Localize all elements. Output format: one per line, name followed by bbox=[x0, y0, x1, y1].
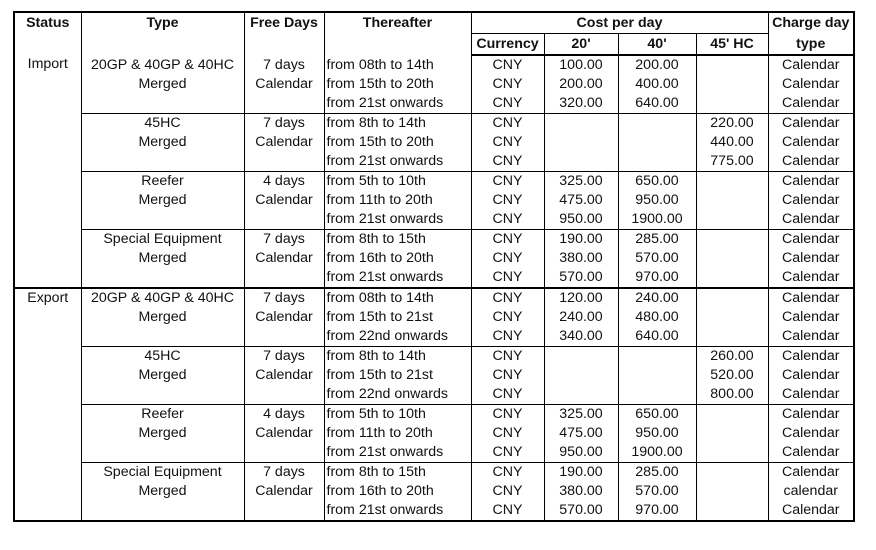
type-cell: Special Equipment bbox=[81, 463, 244, 483]
rate-40-cell: 950.00 bbox=[618, 424, 696, 443]
charge-day-type-cell: Calendar bbox=[781, 386, 840, 402]
thereafter-cell: from 16th to 20th bbox=[324, 249, 471, 268]
free-days-cell: 7 days bbox=[244, 347, 324, 367]
charge-day-type-cell: Calendar bbox=[768, 172, 854, 192]
rate-table-container bbox=[13, 11, 855, 522]
table-row bbox=[14, 114, 854, 134]
thereafter-cell: from 15th to 21st bbox=[324, 308, 471, 327]
table-row bbox=[14, 501, 854, 521]
table-row bbox=[14, 191, 854, 210]
table-row bbox=[14, 288, 854, 308]
table-row bbox=[14, 366, 854, 385]
table-body bbox=[14, 55, 854, 521]
charge-day-type-cell: Calendar bbox=[781, 250, 840, 266]
currency-cell: CNY bbox=[471, 424, 544, 443]
currency-cell: CNY bbox=[471, 482, 544, 501]
rate-45hc-cell: 440.00 bbox=[696, 133, 768, 152]
thereafter-cell: from 8th to 15th bbox=[324, 463, 471, 483]
rate-40-cell bbox=[618, 347, 696, 367]
free-days-cell: Calendar bbox=[244, 133, 324, 152]
charge-day-type-header: type bbox=[768, 34, 854, 56]
thereafter-cell: from 15th to 21st bbox=[324, 366, 471, 385]
free-days-cell bbox=[244, 94, 324, 114]
currency-cell: CNY bbox=[471, 366, 544, 385]
currency-cell: CNY bbox=[471, 347, 544, 367]
type-cell bbox=[81, 152, 244, 172]
table-row bbox=[14, 172, 854, 192]
thereafter-cell: from 21st onwards bbox=[324, 152, 471, 172]
thereafter-header: Thereafter bbox=[324, 12, 471, 55]
currency-cell: CNY bbox=[471, 152, 544, 172]
thereafter-cell: from 5th to 10th bbox=[324, 405, 471, 425]
free-days-cell: Calendar bbox=[244, 482, 324, 501]
currency-cell: CNY bbox=[471, 501, 544, 521]
charge-day-type-cell: Calendar bbox=[781, 211, 840, 227]
rate-45hc-cell: 800.00 bbox=[696, 385, 768, 405]
table-row bbox=[14, 385, 854, 405]
rate-20-cell bbox=[544, 366, 618, 385]
rate-40-cell: 285.00 bbox=[618, 230, 696, 250]
currency-cell: CNY bbox=[471, 75, 544, 94]
rate-40-cell bbox=[618, 133, 696, 152]
rate-20-cell: 240.00 bbox=[544, 308, 618, 327]
table-row bbox=[14, 268, 854, 288]
rate-40-cell: 200.00 bbox=[618, 55, 696, 75]
type-cell: Reefer bbox=[81, 172, 244, 192]
charge-day-type-cell: Calendar bbox=[768, 114, 854, 134]
free-days-cell: Calendar bbox=[244, 191, 324, 210]
rate-40-cell bbox=[618, 152, 696, 172]
type-header: Type bbox=[81, 12, 244, 55]
free-days-cell: 7 days bbox=[244, 230, 324, 250]
status-header: Status bbox=[14, 12, 81, 55]
type-cell: Special Equipment bbox=[81, 230, 244, 250]
rate-20-cell: 570.00 bbox=[544, 268, 618, 288]
rate-40-cell: 240.00 bbox=[618, 288, 696, 308]
rate-45hc-cell bbox=[696, 424, 768, 443]
charge-day-type-cell: Calendar bbox=[768, 288, 854, 308]
currency-cell: CNY bbox=[471, 172, 544, 192]
charge-day-type-cell: Calendar bbox=[781, 76, 840, 92]
rate-40-cell: 970.00 bbox=[618, 268, 696, 288]
status-cell: Import bbox=[14, 55, 81, 288]
free-days-cell: Calendar bbox=[244, 75, 324, 94]
currency-cell: CNY bbox=[471, 114, 544, 134]
type-cell bbox=[81, 385, 244, 405]
free-days-cell: Calendar bbox=[244, 308, 324, 327]
rate-40-cell: 480.00 bbox=[618, 308, 696, 327]
thereafter-cell: from 11th to 20th bbox=[324, 424, 471, 443]
rate-40-cell bbox=[618, 366, 696, 385]
rate-45hc-cell: 260.00 bbox=[696, 347, 768, 367]
type-cell bbox=[81, 443, 244, 463]
thereafter-cell: from 21st onwards bbox=[324, 268, 471, 288]
rate-40-cell: 650.00 bbox=[618, 172, 696, 192]
free-days-cell: Calendar bbox=[244, 249, 324, 268]
thereafter-cell: from 8th to 14th bbox=[324, 114, 471, 134]
currency-cell: CNY bbox=[471, 191, 544, 210]
type-cell bbox=[81, 327, 244, 347]
rate-45hc-cell bbox=[696, 210, 768, 230]
rate-40-cell: 970.00 bbox=[618, 501, 696, 521]
table-row bbox=[14, 133, 854, 152]
col-20-header: 20' bbox=[544, 34, 618, 56]
thereafter-cell: from 22nd onwards bbox=[324, 385, 471, 405]
thereafter-cell: from 21st onwards bbox=[324, 501, 471, 521]
charge-day-type-cell: Calendar bbox=[781, 328, 840, 344]
cost-per-day-header: Cost per day bbox=[471, 12, 768, 34]
rate-45hc-cell bbox=[696, 230, 768, 250]
status-cell: Export bbox=[14, 288, 81, 521]
currency-cell: CNY bbox=[471, 308, 544, 327]
rate-45hc-cell bbox=[696, 75, 768, 94]
thereafter-cell: from 22nd onwards bbox=[324, 327, 471, 347]
charge-day-type-cell: Calendar bbox=[781, 444, 840, 460]
table-row bbox=[14, 424, 854, 443]
currency-cell: CNY bbox=[471, 463, 544, 483]
thereafter-cell: from 11th to 20th bbox=[324, 191, 471, 210]
rate-20-cell: 100.00 bbox=[544, 55, 618, 75]
type-cell: 20GP & 40GP & 40HC bbox=[81, 55, 244, 75]
table-row bbox=[14, 443, 854, 463]
thereafter-cell: from 08th to 14th bbox=[324, 55, 471, 75]
rate-40-cell: 570.00 bbox=[618, 482, 696, 501]
rate-20-cell bbox=[544, 385, 618, 405]
thereafter-cell: from 15th to 20th bbox=[324, 133, 471, 152]
table-row bbox=[14, 249, 854, 268]
currency-cell: CNY bbox=[471, 385, 544, 405]
rate-20-cell: 475.00 bbox=[544, 191, 618, 210]
charge-day-type-cell: Calendar bbox=[768, 405, 854, 425]
currency-cell: CNY bbox=[471, 55, 544, 75]
currency-cell: CNY bbox=[471, 249, 544, 268]
type-cell: Merged bbox=[81, 424, 244, 443]
table-row bbox=[14, 308, 854, 327]
currency-cell: CNY bbox=[471, 443, 544, 463]
type-cell: 20GP & 40GP & 40HC bbox=[81, 288, 244, 308]
currency-cell: CNY bbox=[471, 230, 544, 250]
rate-40-cell: 950.00 bbox=[618, 191, 696, 210]
col-40-header: 40' bbox=[618, 34, 696, 56]
rate-20-cell: 380.00 bbox=[544, 482, 618, 501]
free-days-cell bbox=[244, 501, 324, 521]
rate-20-cell: 325.00 bbox=[544, 172, 618, 192]
table-row bbox=[14, 463, 854, 483]
rate-45hc-cell bbox=[696, 249, 768, 268]
type-cell: 45HC bbox=[81, 347, 244, 367]
rate-45hc-cell bbox=[696, 501, 768, 521]
free-days-cell: 7 days bbox=[244, 288, 324, 308]
table-row bbox=[14, 347, 854, 367]
rate-45hc-cell bbox=[696, 94, 768, 114]
rate-20-cell: 950.00 bbox=[544, 210, 618, 230]
type-cell: Merged bbox=[81, 482, 244, 501]
table-row bbox=[14, 75, 854, 94]
free-days-cell: 4 days bbox=[244, 405, 324, 425]
charge-day-type-cell: calendar bbox=[783, 483, 838, 499]
table-row bbox=[14, 210, 854, 230]
type-cell: Merged bbox=[81, 366, 244, 385]
type-cell: Merged bbox=[81, 133, 244, 152]
currency-cell: CNY bbox=[471, 94, 544, 114]
charge-day-type-cell: Calendar bbox=[781, 95, 840, 111]
rate-20-cell: 120.00 bbox=[544, 288, 618, 308]
thereafter-cell: from 08th to 14th bbox=[324, 288, 471, 308]
rate-20-cell bbox=[544, 114, 618, 134]
table-row bbox=[14, 327, 854, 347]
rate-20-cell: 475.00 bbox=[544, 424, 618, 443]
free-days-cell: 7 days bbox=[244, 114, 324, 134]
table-row bbox=[14, 94, 854, 114]
rate-45hc-cell bbox=[696, 55, 768, 75]
charge-day-type-cell: Calendar bbox=[781, 192, 840, 208]
type-cell bbox=[81, 210, 244, 230]
thereafter-cell: from 8th to 15th bbox=[324, 230, 471, 250]
currency-cell: CNY bbox=[471, 405, 544, 425]
col-45hc-header: 45' HC bbox=[696, 34, 768, 56]
rate-20-cell bbox=[544, 152, 618, 172]
rate-20-cell: 320.00 bbox=[544, 94, 618, 114]
charge-day-type-cell: Calendar bbox=[781, 502, 840, 518]
rate-20-cell bbox=[544, 347, 618, 367]
currency-cell: CNY bbox=[471, 268, 544, 288]
rate-40-cell: 640.00 bbox=[618, 327, 696, 347]
rate-40-cell bbox=[618, 385, 696, 405]
free-days-cell: 7 days bbox=[244, 463, 324, 483]
rate-45hc-cell bbox=[696, 405, 768, 425]
charge-day-type-cell: Calendar bbox=[768, 463, 854, 483]
charge-day-type-cell: Calendar bbox=[781, 153, 840, 169]
table-row bbox=[14, 405, 854, 425]
demurrage-rate-table bbox=[13, 11, 855, 522]
rate-45hc-cell bbox=[696, 268, 768, 288]
rate-45hc-cell bbox=[696, 288, 768, 308]
rate-20-cell: 200.00 bbox=[544, 75, 618, 94]
currency-header: Currency bbox=[471, 34, 544, 56]
charge-day-type-cell: Calendar bbox=[781, 309, 840, 325]
rate-45hc-cell: 220.00 bbox=[696, 114, 768, 134]
rate-45hc-cell bbox=[696, 308, 768, 327]
thereafter-cell: from 15th to 20th bbox=[324, 75, 471, 94]
type-cell: Merged bbox=[81, 249, 244, 268]
free-days-cell bbox=[244, 327, 324, 347]
charge-day-header: Charge day bbox=[772, 15, 850, 32]
table-row bbox=[14, 152, 854, 172]
type-cell: Merged bbox=[81, 308, 244, 327]
currency-cell: CNY bbox=[471, 210, 544, 230]
thereafter-cell: from 21st onwards bbox=[324, 210, 471, 230]
rate-20-cell: 190.00 bbox=[544, 230, 618, 250]
type-cell bbox=[81, 268, 244, 288]
type-cell bbox=[81, 501, 244, 521]
rate-45hc-cell bbox=[696, 327, 768, 347]
free-days-cell bbox=[244, 385, 324, 405]
thereafter-cell: from 5th to 10th bbox=[324, 172, 471, 192]
rate-40-cell: 1900.00 bbox=[618, 210, 696, 230]
free-days-cell bbox=[244, 210, 324, 230]
thereafter-cell: from 21st onwards bbox=[324, 443, 471, 463]
table-row bbox=[14, 230, 854, 250]
type-cell: Merged bbox=[81, 191, 244, 210]
rate-45hc-cell bbox=[696, 482, 768, 501]
currency-cell: CNY bbox=[471, 327, 544, 347]
rate-45hc-cell: 775.00 bbox=[696, 152, 768, 172]
free-days-cell: Calendar bbox=[244, 424, 324, 443]
free-days-cell: Calendar bbox=[244, 366, 324, 385]
type-cell: Reefer bbox=[81, 405, 244, 425]
thereafter-cell: from 21st onwards bbox=[324, 94, 471, 114]
rate-40-cell: 650.00 bbox=[618, 405, 696, 425]
rate-20-cell bbox=[544, 133, 618, 152]
charge-day-type-cell: Calendar bbox=[768, 347, 854, 367]
type-cell: Merged bbox=[81, 75, 244, 94]
free-days-cell: 4 days bbox=[244, 172, 324, 192]
table-row bbox=[14, 55, 854, 75]
thereafter-cell: from 8th to 14th bbox=[324, 347, 471, 367]
rate-40-cell: 570.00 bbox=[618, 249, 696, 268]
charge-day-type-cell: Calendar bbox=[768, 230, 854, 250]
table-row bbox=[14, 482, 854, 501]
rate-45hc-cell bbox=[696, 463, 768, 483]
rate-40-cell: 400.00 bbox=[618, 75, 696, 94]
free-days-header: Free Days bbox=[244, 12, 324, 55]
header-row-1 bbox=[14, 12, 854, 34]
charge-day-type-cell: Calendar bbox=[781, 367, 840, 383]
rate-40-cell: 1900.00 bbox=[618, 443, 696, 463]
rate-20-cell: 340.00 bbox=[544, 327, 618, 347]
charge-day-type-cell: Calendar bbox=[781, 425, 840, 441]
type-cell: 45HC bbox=[81, 114, 244, 134]
type-cell bbox=[81, 94, 244, 114]
rate-40-cell: 285.00 bbox=[618, 463, 696, 483]
free-days-cell bbox=[244, 443, 324, 463]
rate-45hc-cell bbox=[696, 191, 768, 210]
free-days-cell bbox=[244, 152, 324, 172]
rate-40-cell: 640.00 bbox=[618, 94, 696, 114]
rate-20-cell: 950.00 bbox=[544, 443, 618, 463]
rate-45hc-cell: 520.00 bbox=[696, 366, 768, 385]
rate-20-cell: 570.00 bbox=[544, 501, 618, 521]
rate-45hc-cell bbox=[696, 172, 768, 192]
thereafter-cell: from 16th to 20th bbox=[324, 482, 471, 501]
rate-20-cell: 380.00 bbox=[544, 249, 618, 268]
charge-day-type-cell: Calendar bbox=[781, 269, 840, 285]
rate-45hc-cell bbox=[696, 443, 768, 463]
rate-20-cell: 325.00 bbox=[544, 405, 618, 425]
rate-40-cell bbox=[618, 114, 696, 134]
charge-day-type-cell: Calendar bbox=[781, 134, 840, 150]
rate-20-cell: 190.00 bbox=[544, 463, 618, 483]
charge-day-type-cell: Calendar bbox=[781, 57, 840, 73]
free-days-cell bbox=[244, 268, 324, 288]
free-days-cell: 7 days bbox=[244, 55, 324, 75]
currency-cell: CNY bbox=[471, 288, 544, 308]
currency-cell: CNY bbox=[471, 133, 544, 152]
